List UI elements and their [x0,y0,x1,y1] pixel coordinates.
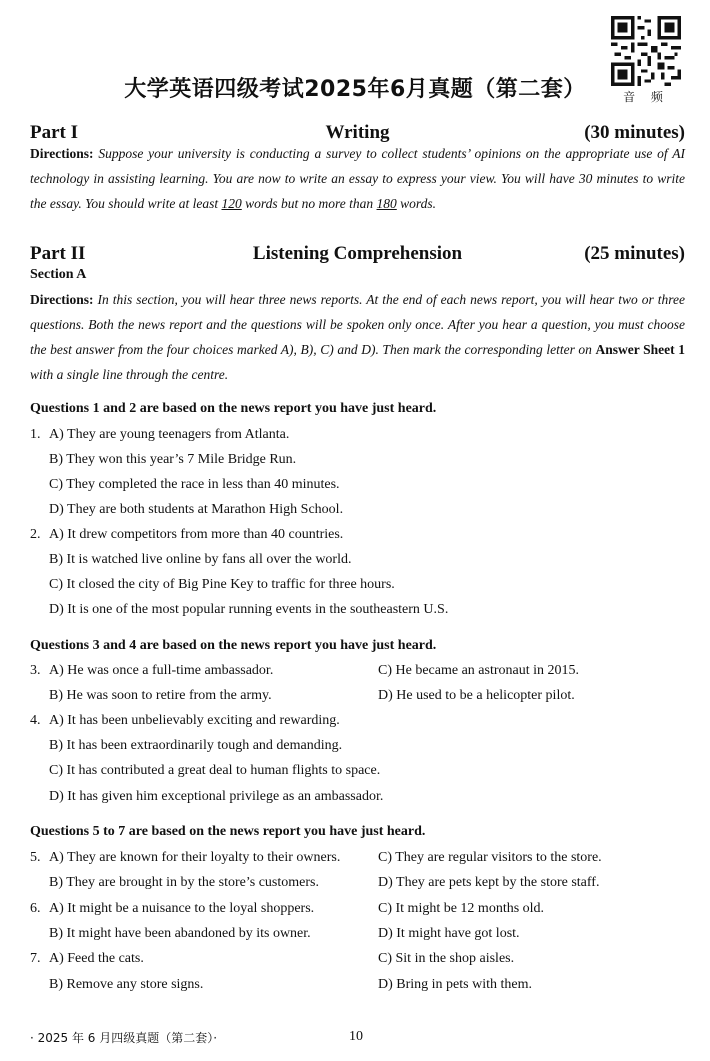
part2-name: Listening Comprehension [252,243,463,264]
part1-label: Part I [30,122,79,143]
q5-option-b: B) They are brought in by the store’s customers. [49,875,319,890]
part1-directions-text: Suppose your university is conducting a survey to collect students’ opinions on the appropriate use of AI technology in assisting learning. You are now to write an essay to express your view. You will have 30 minutes to write the essay. You should write at least 120 words but no more than 180 words. [30,146,685,211]
answer-sheet-ref: Answer Sheet 1 [595,342,686,357]
part2-header [30,243,685,267]
question-number: 1. [30,427,41,442]
question-number: 4. [30,713,41,728]
q3-option-c: C) He became an astronaut in 2015. [378,663,579,678]
q1-option-c: C) They completed the race in less than 40 minutes. [49,477,340,492]
q4-option-c: C) It has contributed a great deal to human flights to space. [49,763,381,778]
question-number: 3. [30,663,41,678]
q1-option-b: B) They won this year’s 7 Mile Bridge Run. [49,452,297,467]
group-heading-1: Questions 1 and 2 are based on the news report you have just heard. [30,401,437,416]
part1-directions-label: Directions: [30,146,94,161]
group-heading-2: Questions 3 and 4 are based on the news report you have just heard. [30,638,437,653]
question-number: 5. [30,850,41,865]
part1-time: (30 minutes) [584,122,685,143]
q4-option-b: B) It has been extraordinarily tough and demanding. [49,738,343,753]
q7-option-d: D) Bring in pets with them. [378,977,532,992]
q6-option-a: A) It might be a nuisance to the loyal shoppers. [49,901,315,916]
question-number: 6. [30,901,41,916]
question-number: 2. [30,527,41,542]
max-words: 180 [376,196,397,211]
part2-directions-label: Directions: [30,292,94,307]
footer-exam-label: · 2025 年 6 月四级真题（第二套）· [30,1031,218,1045]
q6-option-d: D) It might have got lost. [378,926,520,941]
page-title: 大学英语四级考试2025年6月真题（第二套） [124,77,586,102]
section-a-label: Section A [30,267,87,282]
part2-time: (25 minutes) [584,243,685,264]
q7-option-a: A) Feed the cats. [49,951,144,966]
q2-option-a: A) It drew competitors from more than 40 countries. [49,527,344,542]
q3-option-d: D) He used to be a helicopter pilot. [378,688,575,703]
q3-option-a: A) He was once a full-time ambassador. [49,663,274,678]
q4-option-d: D) It has given him exceptional privilege as an ambassador. [49,789,384,804]
question-number: 7. [30,951,41,966]
q3-option-b: B) He was soon to retire from the army. [49,688,272,703]
q5-option-d: D) They are pets kept by the store staff. [378,875,600,890]
q2-option-c: C) It closed the city of Big Pine Key to traffic for three hours. [49,577,395,592]
qr-code-icon[interactable] [611,16,681,86]
q7-option-b: B) Remove any store signs. [49,977,204,992]
q1-option-d: D) They are both students at Marathon High School. [49,502,344,517]
q6-option-b: B) It might have been abandoned by its owner. [49,926,311,941]
part1-directions [30,141,685,216]
min-words: 120 [221,196,242,211]
part2-directions-text: In this section, you will hear three news reports. At the end of each news report, you will hear two or three questions. Both the news report and the questions will be spoken only once. After you hear a question, you must choose the best answer from the four choices marked A), B), C) and D). Then mark the corresponding letter on Answer Sheet 1 with a single line through the centre. [30,292,686,382]
q5-option-c: C) They are regular visitors to the store. [378,850,602,865]
q1-option-a: A) They are young teenagers from Atlanta. [49,427,290,442]
part2-directions [30,287,685,387]
q5-option-a: A) They are known for their loyalty to their owners. [49,850,341,865]
part2-label: Part II [30,243,86,264]
q7-option-c: C) Sit in the shop aisles. [378,951,515,966]
q4-option-a: A) It has been unbelievably exciting and rewarding. [49,713,340,728]
q2-option-d: D) It is one of the most popular running events in the southeastern U.S. [49,602,449,617]
part1-name: Writing [325,122,390,143]
q2-option-b: B) It is watched live online by fans all over the world. [49,552,352,567]
q6-option-c: C) It might be 12 months old. [378,901,545,916]
qr-audio-label: 音 频 [623,90,669,104]
group-heading-3: Questions 5 to 7 are based on the news report you have just heard. [30,824,426,839]
page-number: 10 [349,1029,363,1044]
